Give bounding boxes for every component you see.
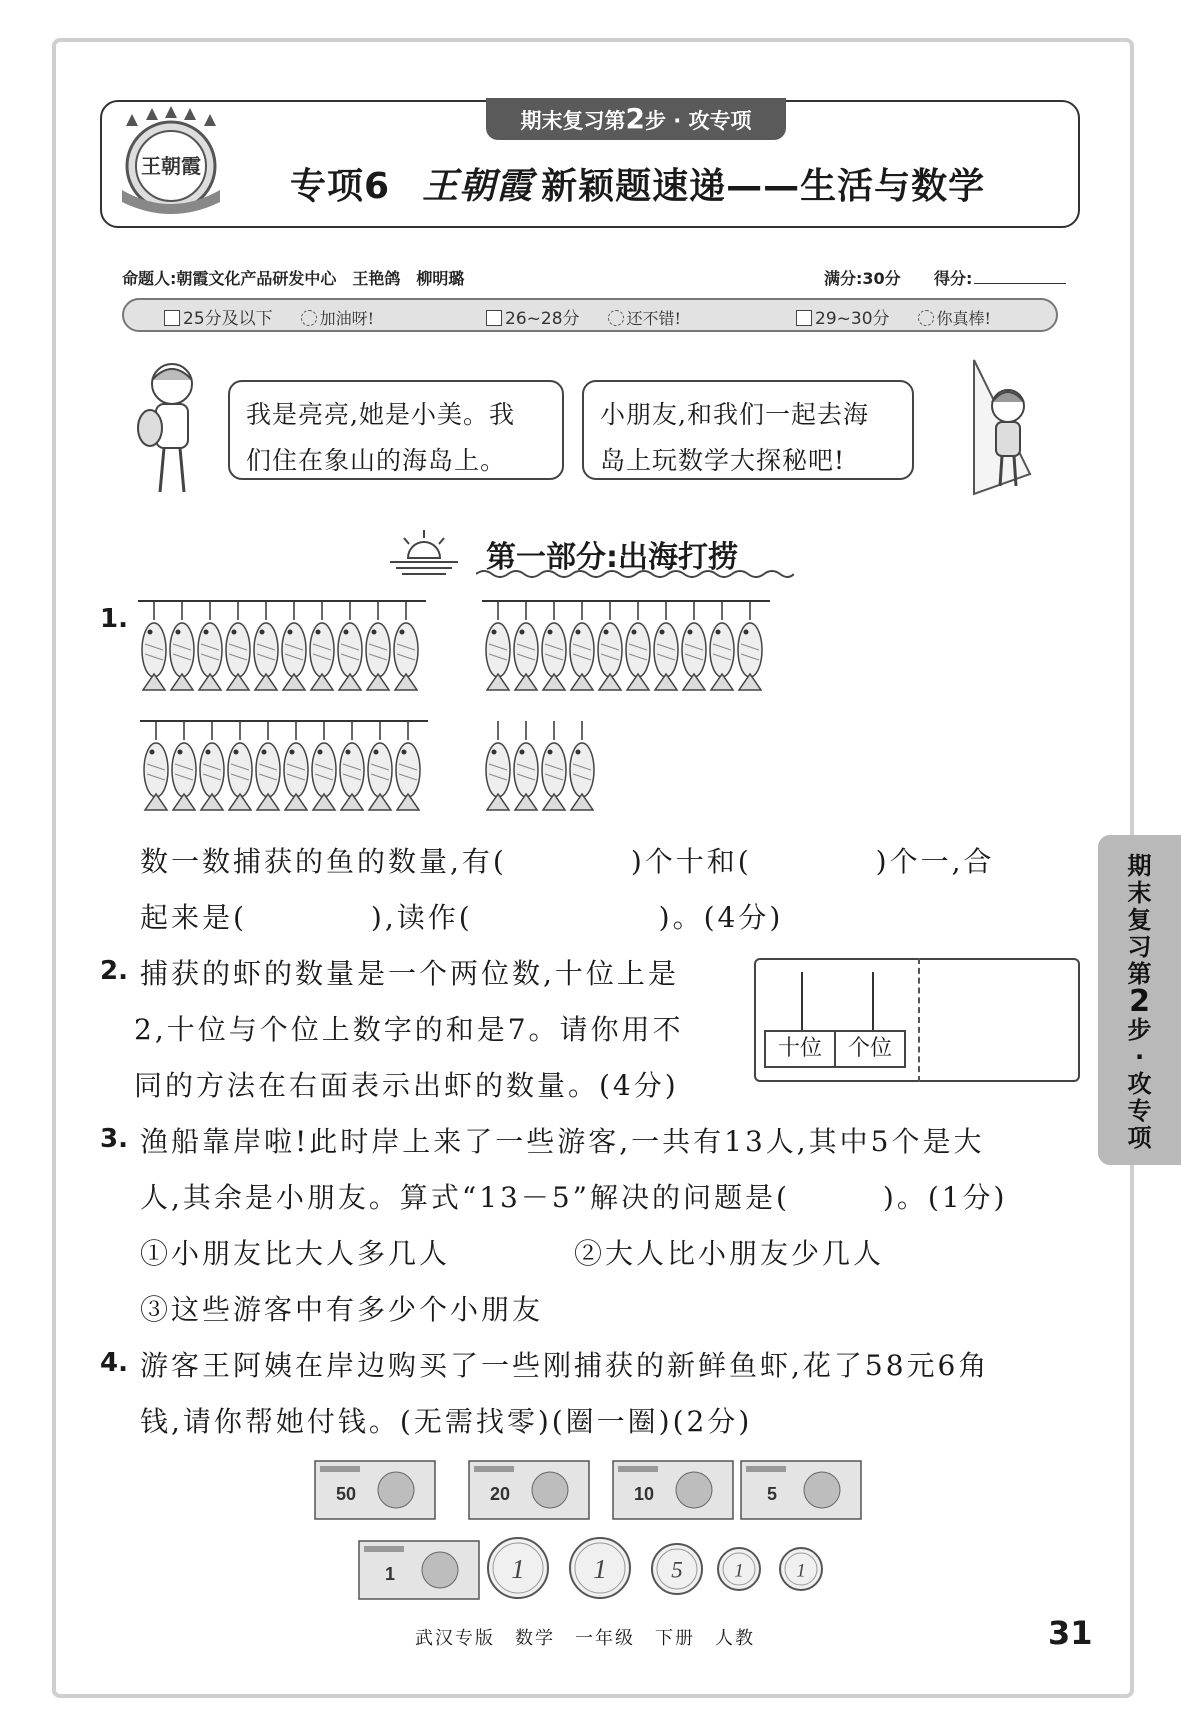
- full-score: 满分:30分: [824, 269, 901, 288]
- fish-icon: [598, 601, 622, 690]
- fish-icon: [626, 601, 650, 690]
- fish-icon: [396, 721, 420, 810]
- question-number: 3.: [100, 1124, 128, 1154]
- banknote-image: [740, 1460, 862, 1520]
- fish-icon: [486, 601, 510, 690]
- wave-divider: [476, 568, 794, 580]
- score-field: 得分:: [934, 266, 1066, 289]
- checkbox[interactable]: [486, 310, 502, 326]
- banknote-image: [314, 1460, 436, 1520]
- coin-image: [486, 1536, 550, 1600]
- q3-option-3[interactable]: ③这些游客中有多少个小朋友: [140, 1293, 544, 1326]
- banknote-image: [468, 1460, 590, 1520]
- fish-icon: [226, 601, 250, 690]
- banknote-50[interactable]: [314, 1460, 436, 1524]
- q1-line-1: 数一数捕获的鱼的数量,有( )个十和( )个一,合: [140, 845, 995, 878]
- q3-option-2[interactable]: ②大人比小朋友少几人: [574, 1237, 885, 1270]
- fish-icon: [142, 601, 166, 690]
- fish-bundle-ten: [138, 718, 430, 818]
- q2-line-1: 捕获的虾的数量是一个两位数,十位上是: [140, 957, 679, 990]
- fish-bundle-ten: [136, 598, 428, 698]
- fish-icon: [338, 601, 362, 690]
- page-title: 专项6 王朝霞 新颖题速递——生活与数学: [290, 165, 986, 207]
- fish-icon: [366, 601, 390, 690]
- fish-icon: [394, 601, 418, 690]
- banknote-10[interactable]: [612, 1460, 734, 1524]
- q1-line-2: 起来是( ),读作( )。(4分): [140, 901, 784, 934]
- fish-icon: [312, 721, 336, 810]
- banknote-20[interactable]: [468, 1460, 590, 1524]
- q4-line-1: 游客王阿姨在岸边购买了一些刚捕获的新鲜鱼虾,花了58元6角: [140, 1349, 990, 1382]
- fish-icon: [310, 601, 334, 690]
- q2-line-3: 同的方法在右面表示出虾的数量。(4分): [134, 1069, 679, 1102]
- fish-icon: [282, 601, 306, 690]
- face-icon: [918, 310, 934, 326]
- boy-character: [134, 358, 210, 500]
- fish-icon: [542, 721, 566, 810]
- banknote-image: [358, 1540, 480, 1600]
- coin-value: 1: [734, 1560, 744, 1582]
- fish-icon: [738, 601, 762, 690]
- checkbox[interactable]: [164, 310, 180, 326]
- question-number: 1.: [100, 604, 128, 634]
- rating-item[interactable]: 29~30分 你真棒!: [796, 304, 991, 329]
- footer-info: 武汉专版 数学 一年级 下册 人教: [415, 1628, 755, 1649]
- dashed-divider: [918, 958, 920, 1082]
- coin-1-jiao[interactable]: [716, 1546, 762, 1596]
- fish-illustration: [138, 718, 430, 814]
- banknote-5[interactable]: [740, 1460, 862, 1524]
- tens-label: 十位: [764, 1030, 836, 1068]
- q3-option-1[interactable]: ①小朋友比大人多几人: [140, 1237, 451, 1270]
- face-icon: [301, 310, 317, 326]
- fish-icon: [170, 601, 194, 690]
- publisher-logo: [112, 106, 230, 222]
- q2-line-2: 2,十位与个位上数字的和是7。请你用不: [134, 1013, 684, 1046]
- fish-icon: [172, 721, 196, 810]
- banknote-value: 50: [335, 1484, 357, 1504]
- coin-1-yuan[interactable]: [486, 1536, 550, 1604]
- fish-icon: [682, 601, 706, 690]
- banknote-value: 20: [489, 1484, 511, 1504]
- fish-icon: [254, 601, 278, 690]
- fish-icon: [710, 601, 734, 690]
- fish-icon: [654, 601, 678, 690]
- coin-image: [716, 1546, 762, 1592]
- fish-icon: [198, 601, 222, 690]
- section-title: 第一部分:出海打捞: [486, 540, 738, 575]
- fish-loose: [480, 718, 604, 818]
- fish-icon: [514, 601, 538, 690]
- abacus-rod: [801, 972, 803, 1030]
- banknote-value: 10: [633, 1484, 655, 1504]
- fish-icon: [200, 721, 224, 810]
- fish-illustration: [136, 598, 428, 694]
- q4-line-2: 钱,请你帮她付钱。(无需找零)(圈一圈)(2分): [140, 1405, 753, 1438]
- coin-value: 1: [511, 1554, 525, 1585]
- abacus-rod: [872, 972, 874, 1030]
- coin-1-jiao[interactable]: [778, 1546, 824, 1596]
- speech-bubble-right: 小朋友,和我们一起去海 岛上玩数学大探秘吧!: [582, 380, 914, 480]
- girl-character: [944, 354, 1044, 502]
- q3-line-2: 人,其余是小朋友。算式“13－5”解决的问题是( )。(1分): [140, 1181, 1008, 1214]
- fish-icon: [284, 721, 308, 810]
- svg-text:王朝霞: 王朝霞: [141, 154, 201, 178]
- fish-icon: [542, 601, 566, 690]
- coin-value: 1: [796, 1560, 806, 1582]
- banknote-1[interactable]: [358, 1540, 480, 1604]
- fish-icon: [570, 721, 594, 810]
- author-line: 命题人:朝霞文化产品研发中心 王艳鸽 柳明璐: [122, 269, 465, 288]
- page-number: 31: [1048, 1614, 1093, 1652]
- fish-icon: [570, 601, 594, 690]
- coin-image: [568, 1536, 632, 1600]
- fish-icon: [368, 721, 392, 810]
- banknote-value: 1: [384, 1564, 396, 1584]
- sun-icon: [388, 524, 460, 580]
- coin-value: 5: [671, 1557, 683, 1583]
- step-tab: 期末复习第2步 · 攻专项: [486, 98, 786, 140]
- rating-bar: [122, 298, 1058, 332]
- q3-line-1: 渔船靠岸啦!此时岸上来了一些游客,一共有13人,其中5个是大: [140, 1125, 985, 1158]
- banknote-image: [612, 1460, 734, 1520]
- coin-image: [778, 1546, 824, 1592]
- fish-icon: [486, 721, 510, 810]
- coin-5-jiao[interactable]: [650, 1542, 704, 1600]
- side-tab: 期 末 复 习 第 2 步 · 攻 专 项: [1098, 835, 1181, 1165]
- fish-bundle-ten: [480, 598, 772, 698]
- fish-illustration: [480, 598, 772, 694]
- question-number: 2.: [100, 956, 128, 986]
- face-icon: [608, 310, 624, 326]
- question-number: 4.: [100, 1348, 128, 1378]
- coin-1-yuan[interactable]: [568, 1536, 632, 1604]
- fish-icon: [340, 721, 364, 810]
- coin-value: 1: [593, 1554, 607, 1585]
- fish-icon: [514, 721, 538, 810]
- fish-icon: [228, 721, 252, 810]
- fish-icon: [256, 721, 280, 810]
- banknote-value: 5: [766, 1484, 778, 1504]
- ones-label: 个位: [834, 1030, 906, 1068]
- speech-bubble-left: 我是亮亮,她是小美。我 们住在象山的海岛上。: [228, 380, 564, 480]
- checkbox[interactable]: [796, 310, 812, 326]
- fish-icon: [144, 721, 168, 810]
- coin-image: [650, 1542, 704, 1596]
- fish-illustration: [480, 718, 604, 814]
- rating-item[interactable]: 25分及以下 加油呀!: [164, 304, 374, 329]
- rating-item[interactable]: 26~28分 还不错!: [486, 304, 681, 329]
